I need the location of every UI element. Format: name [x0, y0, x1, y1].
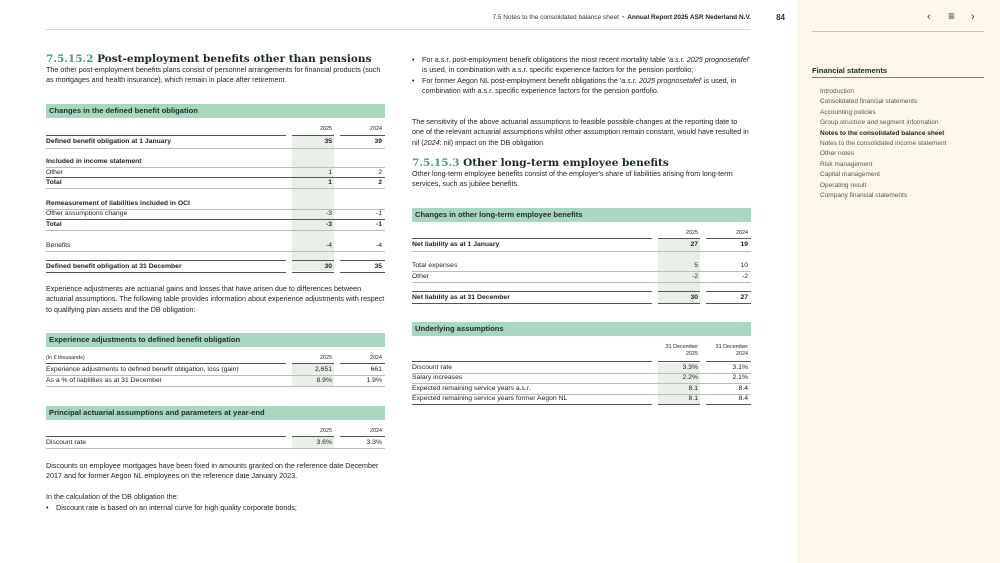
table-row: Total -3 -1 — [46, 221, 382, 228]
discounts-paragraph: Discounts on employee mortgages have been fixed in amounts granted on the reference date December 2017 and for former Aegon NL employees on the reference date January 2023. — [46, 461, 379, 481]
table-row: Expected remaining service years former Aegon NL 8.1 8.4 — [412, 395, 748, 402]
sidebar-item-notes-balance-sheet[interactable]: Notes to the consolidated balance sheet — [820, 129, 945, 137]
sidebar-item-risk-management[interactable]: Risk management — [820, 160, 873, 168]
col-header-2025: 2025 — [320, 126, 332, 132]
table-row: Included in income statement — [46, 158, 142, 165]
col-header-2025: 2025 — [320, 428, 332, 434]
running-header — [492, 13, 785, 22]
table-title-actuarial-assumptions: Principal actuarial assumptions and parameters at year-end — [46, 406, 385, 420]
table-row: Other -2 -2 — [412, 273, 748, 280]
navigation-sidebar — [797, 0, 1000, 563]
table-row: Experience adjustments to defined benefit obligation, loss (gain) 2,651 661 — [46, 366, 382, 373]
sidebar-item-capital-management[interactable]: Capital management — [820, 171, 880, 179]
table-row: Remeasurement of liabilities included in OCI — [46, 200, 190, 207]
table-row: Benefits -4 -4 — [46, 242, 382, 249]
experience-paragraph: Experience adjustments are actuarial gains and losses that have arisen due to differences between actuarial assumptions. The following table provides information about experience adjustments with respect to qualifying plan assets and the DB obligation: — [46, 284, 385, 314]
col-header-2024: 31 December 2024 — [715, 344, 748, 357]
sidebar-item-introduction[interactable]: Introduction — [820, 88, 854, 95]
header-rule — [46, 29, 751, 30]
table-row: Other assumptions change -3 -1 — [46, 210, 382, 217]
unit-label: (in € thousands) — [46, 355, 85, 361]
table-row: Salary increases 2.2% 2.1% — [412, 374, 748, 381]
sidebar-item-company-financial-statements[interactable]: Company financial statements — [820, 192, 908, 200]
table-row: As a % of liabilities as at 31 December 8.9% 1.9% — [46, 377, 382, 384]
col-header-2025: 2025 — [686, 230, 698, 236]
calculation-bullets — [46, 503, 385, 513]
next-page-icon[interactable]: › — [971, 11, 975, 23]
mortality-bullets — [412, 55, 751, 97]
col-header-2024: 2024 — [370, 428, 382, 434]
col-header-2024: 2024 — [370, 126, 382, 132]
sidebar-item-operating-result[interactable]: Operating result — [820, 181, 867, 189]
section-heading-other-long-term — [412, 157, 669, 169]
table-of-contents — [820, 87, 946, 201]
list-item: • For a.s.r. post-employment benefit obligations the most recent mortality table 'a.s.r. 2025 prognosetafel' is used, in combination with a.s.r. specific experience factors for the pension portfolio; — [412, 55, 751, 76]
table-row: Net liability as at 1 January 27 19 — [412, 241, 748, 248]
page-number: 84 — [776, 13, 785, 22]
table-row: Total expenses 5 10 — [412, 262, 748, 269]
col-header-2025: 2025 — [320, 355, 332, 361]
table-title-underlying-assumptions: Underlying assumptions — [412, 322, 751, 336]
header-section: 7.5 Notes to the consolidated balance sheet — [492, 14, 619, 21]
table-row: Total 1 2 — [46, 179, 382, 186]
col-header-2024: 2024 — [736, 230, 748, 236]
section-heading-post-employment — [46, 53, 371, 65]
table-title-other-long-term: Changes in other long-term employee benefits — [412, 208, 751, 222]
section-number: 7.5.15.2 — [46, 53, 94, 65]
previous-page-icon[interactable]: ‹ — [927, 11, 931, 23]
table-row: Other 1 2 — [46, 169, 382, 176]
menu-icon[interactable]: ≡ — [948, 9, 956, 23]
sidebar-title-underline — [812, 77, 984, 78]
col-header-2024: 2024 — [370, 355, 382, 361]
table-row: Net liability as at 31 December 30 27 — [412, 294, 748, 301]
long-term-intro: Other long-term employee benefits consist of the employer's share of liabilities arising from long-term services, such as jubilee benefits. — [412, 169, 733, 189]
sidebar-item-group-structure[interactable]: Group structure and segment information — [820, 119, 939, 127]
sidebar-item-accounting-policies[interactable]: Accounting policies — [820, 108, 876, 116]
sidebar-item-notes-income-statement[interactable]: Notes to the consolidated income statement — [820, 140, 947, 148]
list-item: • For former Aegon NL post-employment benefit obligations the 'a.s.r. 2025 prognosetafel' is used, in combination with a.s.r. specific experience factors for the pension portfolio. — [412, 76, 751, 97]
table-title-experience-adjustments: Experience adjustments to defined benefit obligation — [46, 333, 385, 347]
col-header-2025: 31 December 2025 — [665, 344, 698, 357]
sidebar-title[interactable]: Financial statements — [812, 66, 888, 75]
sensitivity-paragraph: The sensitivity of the above actuarial assumptions to feasible possible changes at the reporting date to one of the relevant actuarial assumptions whilst other assumption remain constant, would have resulted in nil (2024: nil) impact on the DB obligation — [412, 117, 749, 147]
section-title: Other long-term employee benefits — [463, 157, 669, 169]
table-row: Discount rate 3.6% 3.3% — [46, 439, 382, 446]
section-title: Post-employment benefits other than pensions — [97, 53, 372, 65]
table-title-defined-benefit: Changes in the defined benefit obligation — [46, 104, 385, 118]
table-row: Defined benefit obligation at 1 January 35 39 — [46, 138, 382, 145]
sidebar-item-consolidated-financial-statements[interactable]: Consolidated financial statements — [820, 98, 918, 106]
table-row: Defined benefit obligation at 31 December 30 35 — [46, 263, 382, 270]
header-report-title: Annual Report 2025 ASR Nederland N.V. — [627, 14, 751, 21]
table-row: Discount rate 3.3% 3.1% — [412, 364, 748, 371]
sidebar-item-other-notes[interactable]: Other notes — [820, 150, 854, 158]
intro-paragraph: The other post-employment benefits plans consist of personnel arrangements for financial products (such as mortgages and health insurance), which remain in place after retirement. — [46, 65, 381, 85]
nav-divider — [812, 31, 984, 32]
table-row: Expected remaining service years a.s.r. 8.1 8.4 — [412, 385, 748, 392]
list-item: • Discount rate is based on an internal curve for high quality corporate bonds; — [46, 503, 385, 513]
header-separator-dot: • — [621, 14, 625, 21]
calculation-paragraph: In the calculation of the DB obligation the: — [46, 492, 179, 501]
section-number: 7.5.15.3 — [412, 157, 460, 169]
